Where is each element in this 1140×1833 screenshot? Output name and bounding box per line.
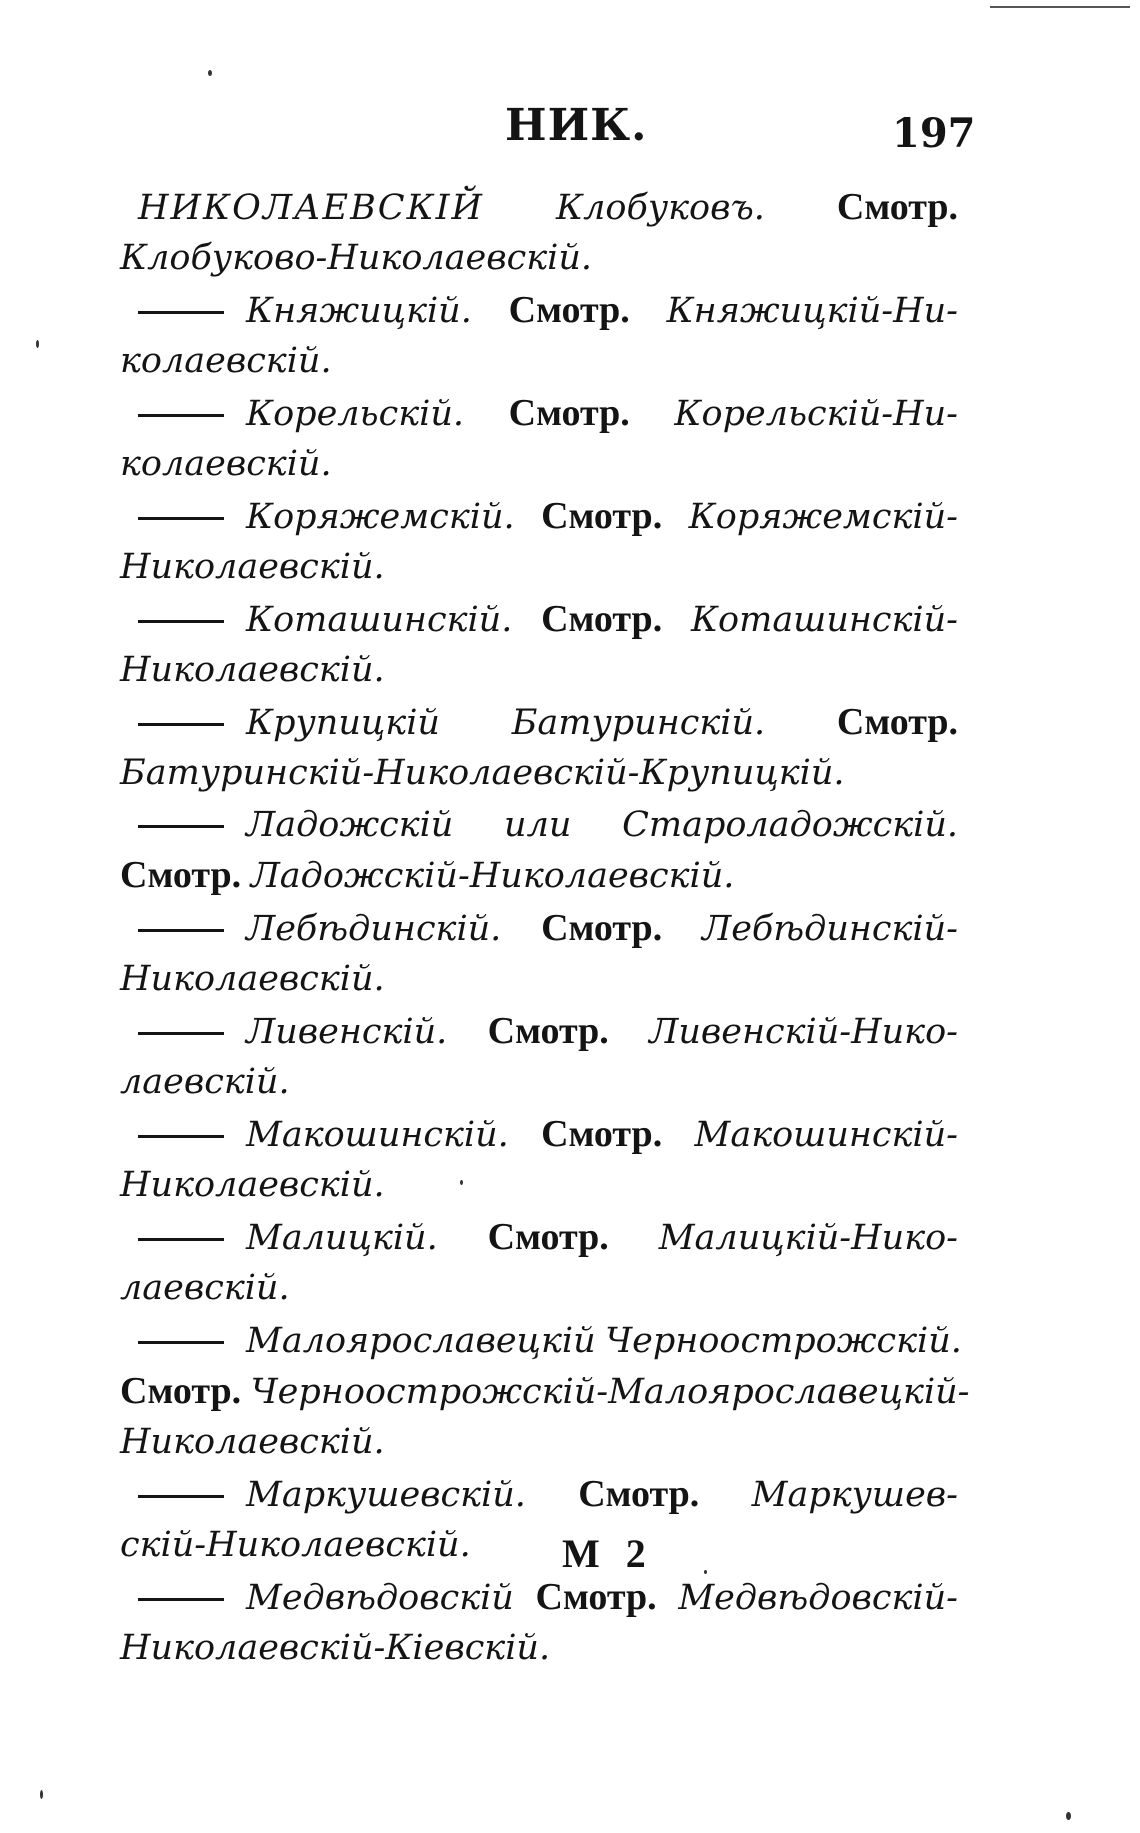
print-speck bbox=[36, 340, 39, 348]
cross-reference-label: Смотр. bbox=[120, 1370, 251, 1412]
entry-term: Коряжемскій. bbox=[246, 497, 515, 537]
entry-line bbox=[120, 850, 958, 901]
entry-term: Староладожскій. bbox=[622, 805, 958, 845]
entry-line bbox=[120, 903, 958, 954]
cross-reference-label: Смотр. bbox=[513, 1576, 679, 1618]
entry-line bbox=[120, 542, 958, 592]
entry-line bbox=[120, 1109, 958, 1160]
page-header bbox=[0, 100, 1140, 160]
dictionary-entry bbox=[120, 800, 958, 901]
print-speck bbox=[208, 70, 212, 76]
entry-line bbox=[120, 439, 958, 489]
dictionary-entry bbox=[120, 388, 958, 489]
cross-reference-label: Смотр. bbox=[471, 289, 667, 331]
dictionary-entry bbox=[120, 1109, 958, 1210]
entry-term: Малицкій-Нико- bbox=[658, 1218, 958, 1258]
entry-term: Ладожскій-Николаевскій. bbox=[250, 856, 735, 896]
cross-reference-label: Смотр. bbox=[512, 598, 691, 640]
entry-term: Княжицкій. bbox=[246, 291, 472, 331]
entry-term: Николаевскій. bbox=[120, 959, 385, 999]
entry-line bbox=[120, 336, 958, 386]
entry-line bbox=[120, 1315, 962, 1366]
entry-line bbox=[120, 1263, 958, 1313]
ditto-dash bbox=[138, 723, 224, 726]
entry-line bbox=[120, 594, 958, 645]
ditto-dash bbox=[138, 1032, 224, 1035]
entry-line bbox=[120, 954, 958, 1004]
ditto-dash bbox=[138, 1598, 224, 1601]
entry-line bbox=[120, 233, 958, 283]
entry-term: Лебѣдинскій. bbox=[246, 909, 502, 949]
ditto-dash bbox=[138, 620, 224, 623]
running-head: НИК. bbox=[505, 100, 648, 151]
entry-line bbox=[120, 1417, 958, 1467]
cross-reference-label: Смотр. bbox=[765, 701, 959, 743]
entry-line bbox=[120, 697, 958, 748]
cross-reference-label: Смотр. bbox=[514, 495, 689, 537]
ditto-dash bbox=[138, 311, 224, 314]
entry-line bbox=[120, 388, 958, 439]
entry-term: Николаевскій. bbox=[120, 547, 385, 587]
entry-term: Крупицкій bbox=[246, 703, 440, 743]
cross-reference-label: Смотр. bbox=[447, 1010, 650, 1052]
entry-line bbox=[120, 1212, 958, 1263]
entry-term: или bbox=[453, 805, 623, 845]
dictionary-entry bbox=[120, 1006, 958, 1107]
entry-term: Коташинскій- bbox=[690, 600, 958, 640]
entry-term: Малоярославецкій bbox=[246, 1321, 596, 1361]
cross-reference-label: Смотр. bbox=[501, 907, 702, 949]
dictionary-entry bbox=[120, 285, 958, 386]
dictionary-entry bbox=[120, 594, 958, 695]
entry-line bbox=[120, 748, 958, 798]
entry-line bbox=[120, 1057, 958, 1107]
entry-line bbox=[120, 1366, 970, 1417]
entry-term: Николаевскій. bbox=[120, 1165, 385, 1205]
ditto-dash bbox=[138, 414, 224, 417]
dictionary-entry bbox=[120, 697, 958, 798]
entry-term: Корельскій-Ни- bbox=[674, 394, 958, 434]
entry-line bbox=[120, 1623, 958, 1673]
entry-line bbox=[120, 645, 958, 695]
cross-reference-label: Смотр. bbox=[437, 1216, 659, 1258]
ditto-dash bbox=[138, 517, 224, 520]
dictionary-entry bbox=[120, 1572, 958, 1673]
entry-term: колаевскій. bbox=[120, 341, 332, 381]
print-speck bbox=[1066, 1812, 1071, 1820]
entry-term: Черноострожскій-Малоярославецкій- bbox=[250, 1372, 970, 1412]
entry-term: Лебѣдинскій- bbox=[701, 909, 958, 949]
entry-term: Коташинскій. bbox=[246, 600, 513, 640]
print-speck bbox=[40, 1790, 43, 1799]
entry-line bbox=[120, 285, 958, 336]
cross-reference-label: Смотр. bbox=[508, 1113, 695, 1155]
entry-term: Николаевскій-Кіевскій. bbox=[120, 1628, 551, 1668]
dictionary-entry bbox=[120, 491, 958, 592]
signature-mark: М 2 bbox=[562, 1531, 654, 1576]
entry-term: Маркушевскій. bbox=[246, 1475, 526, 1515]
entry-term: Медвѣдовскій bbox=[246, 1578, 514, 1618]
cross-reference-label bbox=[440, 701, 512, 743]
entry-line bbox=[120, 1160, 958, 1210]
ditto-dash bbox=[138, 1495, 224, 1498]
entry-line bbox=[120, 491, 958, 542]
entry-term: Ливенскій-Нико- bbox=[649, 1012, 958, 1052]
entry-term: Клобуково-Николаевскій. bbox=[120, 238, 592, 278]
entry-term: Клобуковъ. bbox=[556, 188, 765, 228]
entry-line bbox=[120, 1006, 958, 1057]
entry-term: Николаевскій. bbox=[120, 650, 385, 690]
cross-reference-label: Смотр. bbox=[525, 1473, 752, 1515]
entry-term: Ладожскій bbox=[246, 805, 454, 845]
cross-reference-label bbox=[596, 1319, 606, 1361]
entry-term: Княжицкій-Ни- bbox=[666, 291, 958, 331]
print-speck bbox=[704, 1570, 707, 1574]
entry-term: Макошинскій- bbox=[694, 1115, 958, 1155]
ditto-dash bbox=[138, 1341, 224, 1344]
entry-term: Коряжемскій- bbox=[688, 497, 958, 537]
cross-reference-label: Смотр. bbox=[764, 186, 958, 228]
entry-term: Корельскій. bbox=[246, 394, 464, 434]
entry-term: Батуринскій-Николаевскій-Крупицкій. bbox=[120, 753, 845, 793]
entry-line bbox=[120, 182, 958, 233]
entry-line bbox=[120, 1572, 958, 1623]
dictionary-entry bbox=[120, 903, 958, 1004]
entry-term: Батуринскій. bbox=[511, 703, 766, 743]
ditto-dash bbox=[138, 929, 224, 932]
top-rule bbox=[990, 6, 1130, 8]
cross-reference-label bbox=[484, 186, 556, 228]
dictionary-entry bbox=[120, 1315, 970, 1467]
entry-line bbox=[120, 1520, 958, 1570]
entry-line bbox=[120, 1469, 958, 1520]
ditto-dash bbox=[138, 1135, 224, 1138]
entry-line bbox=[120, 800, 958, 850]
ditto-dash bbox=[138, 825, 224, 828]
entry-term: Малицкій. bbox=[246, 1218, 438, 1258]
entry-term: Медвѣдовскій- bbox=[678, 1578, 958, 1618]
entry-term: Макошинскій. bbox=[246, 1115, 509, 1155]
dictionary-entry bbox=[120, 1469, 958, 1570]
cross-reference-label: Смотр. bbox=[463, 392, 675, 434]
entry-term: колаевскій. bbox=[120, 444, 332, 484]
entry-term: НИКОЛАЕВСКІЙ bbox=[138, 188, 485, 228]
entry-term: лаевскій. bbox=[120, 1268, 290, 1308]
entry-term: Черноострожскій. bbox=[605, 1321, 962, 1361]
entry-term: Ливенскій. bbox=[246, 1012, 448, 1052]
ditto-dash bbox=[138, 1238, 224, 1241]
entry-term: Николаевскій. bbox=[120, 1422, 385, 1462]
dictionary-entry bbox=[120, 182, 958, 283]
dictionary-entries bbox=[120, 182, 970, 1675]
print-speck bbox=[460, 1180, 463, 1185]
entry-term: Маркушев- bbox=[751, 1475, 958, 1515]
page-number: 197 bbox=[892, 110, 976, 157]
entry-term: скій-Николаевскій. bbox=[120, 1525, 471, 1565]
dictionary-entry bbox=[120, 1212, 958, 1313]
entry-term: лаевскій. bbox=[120, 1062, 290, 1102]
cross-reference-label: Смотр. bbox=[120, 854, 251, 896]
